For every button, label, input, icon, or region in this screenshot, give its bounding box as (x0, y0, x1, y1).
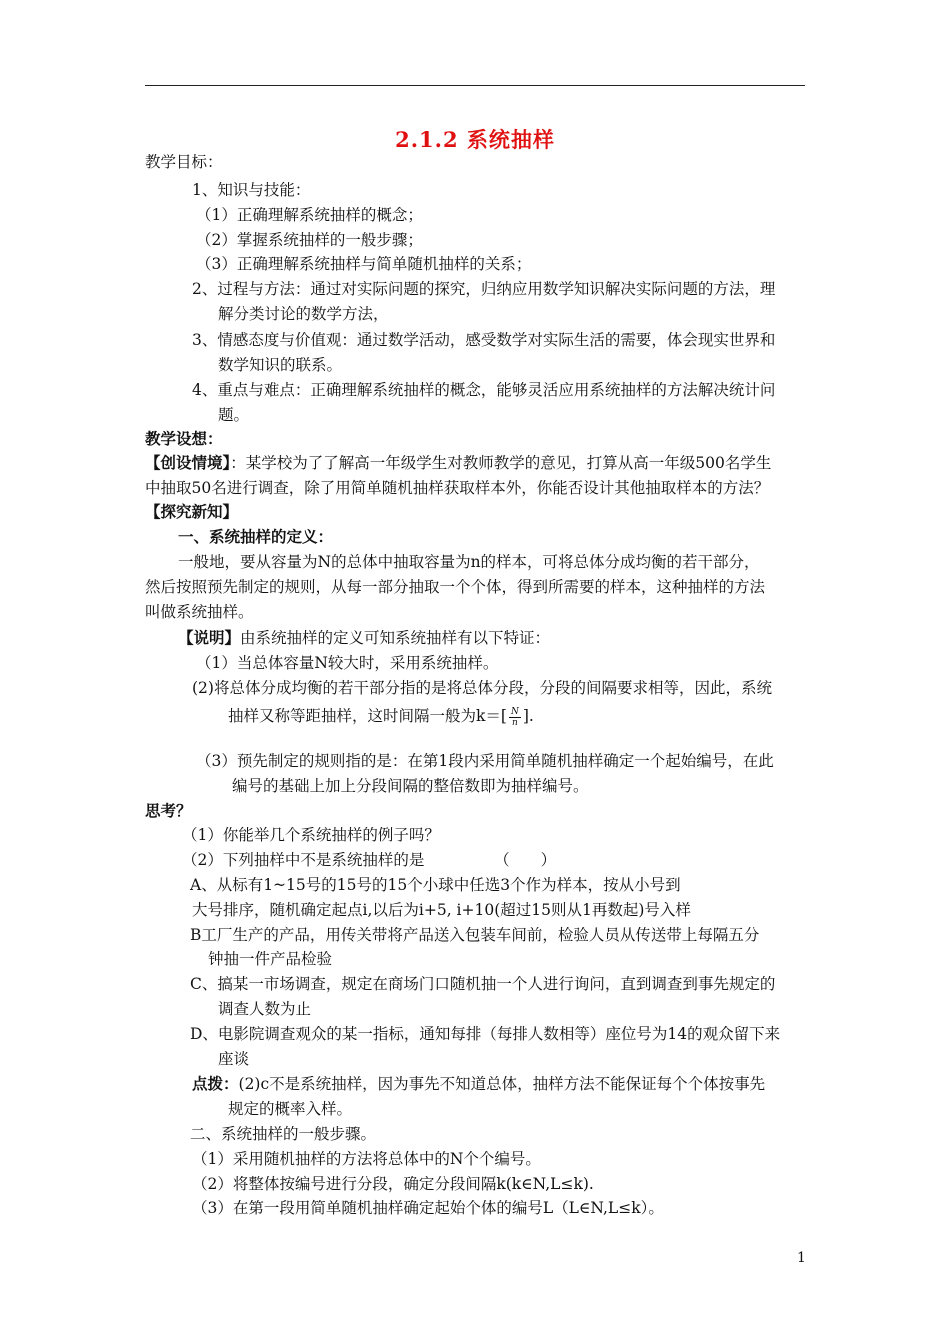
fraction-numerator: N (510, 706, 519, 717)
interval-fraction (509, 707, 521, 728)
step-2: （2）将整体按编号进行分段，确定分段间隔k(k∈N,L≤k). (192, 1175, 594, 1193)
option-d-line-1: D、电影院调查观众的某一指标，通知每排（每排人数相等）座位号为14的观众留下来 (190, 1025, 781, 1043)
goal-1-2: （2）掌握系统抽样的一般步骤； (196, 231, 423, 249)
option-a-line-1: A、从标有1~15号的15号的15个小球中任选3个作为样本，按从小号到 (190, 876, 681, 894)
definition-line-1: 一般地，要从容量为N的总体中抽取容量为n的样本，可将总体分成均衡的若干部分， (178, 553, 760, 571)
page-number: 1 (797, 1250, 806, 1266)
goal-3-line-2: 数学知识的联系。 (218, 356, 343, 374)
interval-formula-text: 抽样又称等距抽样，这时间隔一般为k＝[ (228, 707, 507, 725)
goal-1-1: （1）正确理解系统抽样的概念； (196, 206, 423, 224)
situation-line-2: 中抽取50名进行调查，除了用简单随机抽样获取样本外，你能否设计其他抽取样本的方法？ (145, 479, 770, 497)
definition-heading: 一、系统抽样的定义： (178, 527, 334, 546)
note-1: （1）当总体容量N较大时，采用系统抽样。 (196, 654, 499, 672)
option-c-line-1: C、搞某一市场调查，规定在商场门口随机抽一个人进行询问，直到调查到事先规定的 (190, 975, 776, 993)
hint-line-2: 规定的概率入样。 (228, 1100, 353, 1118)
goal-3-line-1: 3、情感态度与价值观：通过数学活动，感受数学对实际生活的需要，体会现实世界和 (192, 331, 776, 349)
goal-2-line-1: 2、过程与方法：通过对实际问题的探究，归纳应用数学知识解决实际问题的方法，理 (192, 280, 776, 298)
step-1: （1）采用随机抽样的方法将总体中的N个个编号。 (192, 1150, 541, 1168)
steps-heading: 二、系统抽样的一般步骤。 (190, 1125, 377, 1143)
note-text: 由系统抽样的定义可知系统抽样有以下特证： (240, 629, 551, 647)
hint-line-1 (192, 1074, 765, 1094)
note-3-line-2: 编号的基础上加上分段间隔的整倍数即为抽样编号。 (232, 777, 589, 795)
hint-text: (2)c不是系统抽样，因为事先不知道总体，抽样方法不能保证每个个体按事先 (238, 1075, 766, 1093)
think-heading: 思考？ (145, 801, 192, 820)
interval-formula-end: ]. (522, 707, 534, 725)
note-3-line-1: （3）预先制定的规则指的是：在第1段内采用简单随机抽样确定一个起始编号，在此 (196, 752, 774, 770)
definition-line-3: 叫做系统抽样。 (145, 603, 254, 621)
goal-2-line-2: 解分类讨论的数学方法， (218, 305, 389, 323)
step-3: （3）在第一段用简单随机抽样确定起始个体的编号L（L∈N,L≤k）。 (192, 1199, 664, 1217)
definition-line-2: 然后按照预先制定的规则，从每一部分抽取一个个体，得到所需要的样本，这种抽样的方法 (145, 578, 766, 596)
design-heading: 教学设想： (145, 429, 223, 448)
note-line (178, 628, 550, 648)
fraction-denominator: n (511, 717, 518, 728)
think-q2: （2）下列抽样中不是系统抽样的是 （ ） (182, 851, 557, 869)
note-label: 【说明】 (178, 628, 241, 647)
goals-heading: 教学目标： (145, 153, 223, 171)
option-c-line-2: 调查人数为止 (218, 1000, 312, 1018)
option-a-line-2: 大号排序，随机确定起点i,以后为i+5, i+10(超过15则从1再数起)号入样 (192, 901, 691, 919)
option-b-line-1: B工厂生产的产品，用传关带将产品送入包装车间前，检验人员从传送带上每隔五分 (190, 926, 760, 944)
think-q1: （1）你能举几个系统抽样的例子吗？ (182, 826, 440, 844)
header-rule (145, 85, 805, 86)
goal-1: 1、知识与技能： (192, 181, 311, 199)
hint-label: 点拨： (192, 1074, 239, 1093)
goal-4-line-2: 题。 (218, 406, 250, 424)
option-d-line-2: 座谈 (218, 1050, 250, 1068)
option-b-line-2: 钟抽一件产品检验 (208, 950, 333, 968)
situation-label: 【创设情境】 (145, 453, 231, 472)
situation-text: ：某学校为了了解高一年级学生对教师教学的意见，打算从高一年级500名学生 (230, 454, 772, 472)
situation-line-1 (145, 453, 771, 473)
note-2-line-1: (2)将总体分成均衡的若干部分指的是将总体分段，分段的间隔要求相等，因此，系统 (192, 679, 772, 697)
page-title: 2.1.2 系统抽样 (395, 127, 555, 152)
goal-1-3: （3）正确理解系统抽样与简单随机抽样的关系； (196, 255, 532, 273)
explore-heading: 【探究新知】 (145, 502, 239, 521)
goal-4-line-1: 4、重点与难点：正确理解系统抽样的概念，能够灵活应用系统抽样的方法解决统计问 (192, 381, 776, 399)
note-2-line-2 (228, 706, 534, 728)
